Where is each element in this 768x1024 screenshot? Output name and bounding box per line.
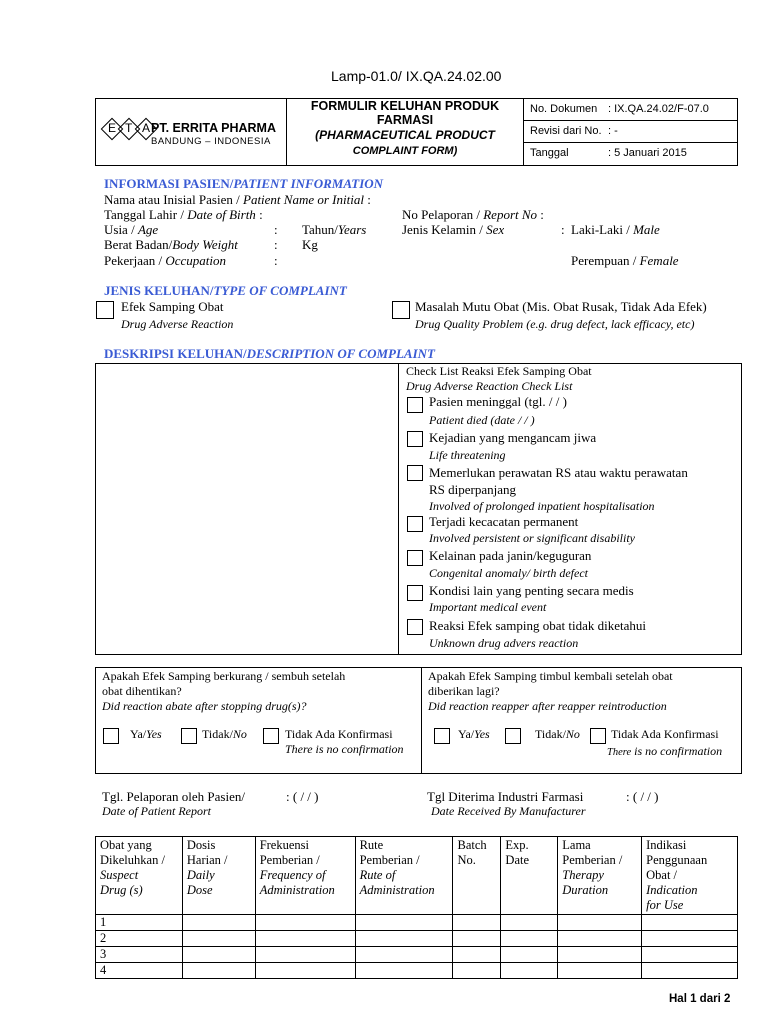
birth-defect-checkbox[interactable] [407, 550, 423, 566]
dob-label: Tanggal Lahir / Date of Birth : [104, 207, 263, 222]
reaction-followup-box [95, 667, 742, 774]
reappear-question-en: Did reaction reapper after reapper reintroduction [428, 699, 667, 713]
received-date-label: Tgl Diterima Industri Farmasi [427, 789, 584, 804]
checklist-title-en: Drug Adverse Reaction Check List [406, 379, 573, 393]
table-cell[interactable] [355, 915, 453, 931]
patient-report-date-label-en: Date of Patient Report [102, 804, 211, 818]
description-heading: DESKRIPSI KELUHAN/DESCRIPTION OF COMPLAINT [104, 346, 435, 361]
table-cell[interactable] [182, 947, 255, 963]
received-date-field[interactable]: : ( / / ) [626, 789, 659, 804]
checklist-item: Memerlukan perawatan RS atau waktu perawatan [429, 465, 688, 480]
table-cell[interactable] [182, 931, 255, 947]
table-cell[interactable] [355, 963, 453, 979]
checklist-item-en: Patient died (date / / ) [429, 413, 535, 427]
abate-yes-checkbox[interactable] [103, 728, 119, 744]
abate-question: obat dihentikan? [102, 684, 182, 698]
reappear-yes-checkbox[interactable] [434, 728, 450, 744]
hospitalisation-checkbox[interactable] [407, 465, 423, 481]
header-indication: Indikasi Penggunaan Obat / Indication for Use [642, 837, 738, 915]
row-number: 4 [96, 963, 183, 979]
header-therapy-duration: Lama Pemberian / Therapy Duration [558, 837, 642, 915]
checklist-item-en: Congenital anomaly/ birth defect [429, 566, 588, 580]
checklist-item-en: Important medical event [429, 600, 547, 614]
company-city: BANDUNG – INDONESIA [151, 136, 271, 147]
table-cell[interactable] [182, 963, 255, 979]
received-date-label-en: Date Received By Manufacturer [431, 804, 586, 818]
checklist-item: Kelainan pada janin/keguguran [429, 548, 592, 563]
header-route: Rute Pemberian / Rute of Administration [355, 837, 453, 915]
weight-colon: : [274, 237, 278, 252]
checklist-item: Kejadian yang mengancam jiwa [429, 430, 597, 445]
reappear-no-label: Tidak/No [535, 727, 580, 741]
abate-yes-label: Ya/Yes [130, 727, 162, 741]
medical-event-checkbox[interactable] [407, 585, 423, 601]
meta-row: No. Dokumen : IX.QA.24.02/F-07.0 [523, 99, 737, 121]
quality-problem-checkbox[interactable] [392, 301, 410, 319]
adverse-reaction-checkbox[interactable] [96, 301, 114, 319]
abate-question: Apakah Efek Samping berkurang / sembuh setelah [102, 669, 346, 683]
description-box [95, 363, 742, 655]
checklist-item: RS diperpanjang [429, 482, 517, 497]
occupation-label: Pekerjaan / Occupation [104, 253, 227, 268]
checklist-item-en: Unknown drug advers reaction [429, 636, 579, 650]
table-cell[interactable] [642, 963, 738, 979]
table-cell[interactable] [453, 963, 501, 979]
weight-label: Berat Badan/Body Weight [104, 237, 238, 252]
quality-problem-label: Masalah Mutu Obat (Mis. Obat Rusak, Tidak Ada Efek) [415, 299, 707, 314]
table-cell[interactable] [558, 915, 642, 931]
abate-noconf-checkbox[interactable] [263, 728, 279, 744]
sex-female-option: Perempuan / Female [571, 253, 679, 268]
description-text-area[interactable] [96, 364, 399, 654]
company-name: PT. ERRITA PHARMA [151, 121, 276, 135]
disability-checkbox[interactable] [407, 516, 423, 532]
table-cell[interactable] [255, 915, 355, 931]
table-cell[interactable] [501, 931, 558, 947]
logo-letter: E [108, 121, 117, 135]
patient-report-date-field[interactable]: : ( / / ) [286, 789, 319, 804]
table-cell[interactable] [501, 963, 558, 979]
checklist-item: Terjadi kecacatan permanent [429, 514, 579, 529]
table-cell[interactable] [255, 963, 355, 979]
abate-question-en: Did reaction abate after stopping drug(s)? [102, 699, 307, 713]
table-cell[interactable] [453, 947, 501, 963]
header-batch-no: Batch No. [453, 837, 501, 915]
adverse-reaction-label-en: Drug Adverse Reaction [121, 317, 234, 331]
table-cell[interactable] [355, 931, 453, 947]
sex-label: Jenis Kelamin / Sex [402, 222, 505, 237]
age-label: Usia / Age [104, 222, 159, 237]
header-frequency: Frekuensi Pemberian / Frequency of Administration [255, 837, 355, 915]
table-cell[interactable] [501, 915, 558, 931]
reappear-noconf-checkbox[interactable] [590, 728, 606, 744]
years-label: Tahun/Years [302, 222, 367, 237]
suspect-drug-table [95, 836, 738, 979]
checklist-item-en: Involved of prolonged inpatient hospitalisation [429, 499, 655, 513]
checklist-item: Kondisi lain yang penting secara medis [429, 583, 634, 598]
table-row [96, 963, 738, 979]
row-number: 2 [96, 931, 183, 947]
header-box [95, 98, 738, 166]
table-cell[interactable] [558, 931, 642, 947]
reappear-noconf-label: Tidak Ada Konfirmasi [611, 727, 719, 741]
table-cell[interactable] [182, 915, 255, 931]
logo-letter: A [142, 121, 151, 135]
table-cell[interactable] [453, 931, 501, 947]
table-cell[interactable] [642, 931, 738, 947]
table-header-row [96, 837, 738, 915]
adverse-reaction-label: Efek Samping Obat [121, 299, 224, 314]
header-exp-date: Exp. Date [501, 837, 558, 915]
kg-unit: Kg [302, 237, 318, 252]
page-number: Hal 1 dari 2 [669, 993, 731, 1005]
quality-problem-label-en: Drug Quality Problem (e.g. drug defect, lack efficacy, etc) [415, 317, 695, 331]
table-row [96, 947, 738, 963]
logo-letter: T [125, 121, 133, 135]
table-row [96, 931, 738, 947]
table-cell[interactable] [642, 915, 738, 931]
complaint-type-heading: JENIS KELUHAN/TYPE OF COMPLAINT [104, 283, 347, 298]
age-colon: : [274, 222, 278, 237]
table-cell[interactable] [453, 915, 501, 931]
patient-died-checkbox[interactable] [407, 397, 423, 413]
row-number: 1 [96, 915, 183, 931]
table-cell[interactable] [355, 947, 453, 963]
checklist-item-en: Involved persistent or significant disability [429, 531, 635, 545]
unknown-reaction-checkbox[interactable] [407, 619, 423, 635]
table-cell[interactable] [501, 947, 558, 963]
patient-name-label: Nama atau Inisial Pasien / Patient Name or Initial : [104, 192, 371, 207]
row-number: 3 [96, 947, 183, 963]
reappear-question: diberikan lagi? [428, 684, 500, 698]
reappear-question: Apakah Efek Samping timbul kembali setelah obat [428, 669, 673, 683]
reappear-noconf-label-en: There is no confirmation [607, 744, 723, 758]
table-cell[interactable] [558, 947, 642, 963]
meta-row: Revisi dari No. : - [523, 121, 737, 143]
reappear-no-checkbox[interactable] [505, 728, 521, 744]
checklist-item: Pasien meninggal (tgl. / / ) [429, 394, 567, 409]
patient-info-heading: INFORMASI PASIEN/PATIENT INFORMATION [104, 176, 384, 191]
checklist-title: Check List Reaksi Efek Samping Obat [406, 364, 592, 378]
life-threatening-checkbox[interactable] [407, 431, 423, 447]
occupation-colon: : [274, 253, 278, 268]
abate-noconf-label: Tidak Ada Konfirmasi [285, 727, 393, 741]
checklist-item: Reaksi Efek samping obat tidak diketahui [429, 618, 646, 633]
header-daily-dose: Dosis Harian / Daily Dose [182, 837, 255, 915]
abate-no-label: Tidak/No [202, 727, 247, 741]
report-no-label: No Pelaporan / Report No : [402, 207, 544, 222]
header-suspect-drug: Obat yang Dikeluhkan / Suspect Drug (s) [96, 837, 183, 915]
checklist-item-en: Life threatening [429, 448, 506, 462]
table-cell[interactable] [558, 963, 642, 979]
sex-colon: : [561, 222, 565, 237]
abate-no-checkbox[interactable] [181, 728, 197, 744]
sex-male-option: Laki-Laki / Male [571, 222, 660, 237]
table-cell[interactable] [255, 931, 355, 947]
table-row [96, 915, 738, 931]
reappear-yes-label: Ya/Yes [458, 727, 490, 741]
form-title: FORMULIR KELUHAN PRODUK FARMASI (PHARMACEUTICAL PRODUCT COMPLAINT FORM) [286, 99, 524, 165]
patient-report-date-label: Tgl. Pelaporan oleh Pasien/ [102, 789, 245, 804]
meta-row: Tanggal : 5 Januari 2015 [530, 147, 687, 159]
table-cell[interactable] [255, 947, 355, 963]
document-meta [523, 99, 737, 165]
abate-noconf-label-en: There is no confirmation [285, 742, 404, 756]
table-cell[interactable] [642, 947, 738, 963]
document-code: Lamp-01.0/ IX.QA.24.02.00 [331, 68, 502, 84]
